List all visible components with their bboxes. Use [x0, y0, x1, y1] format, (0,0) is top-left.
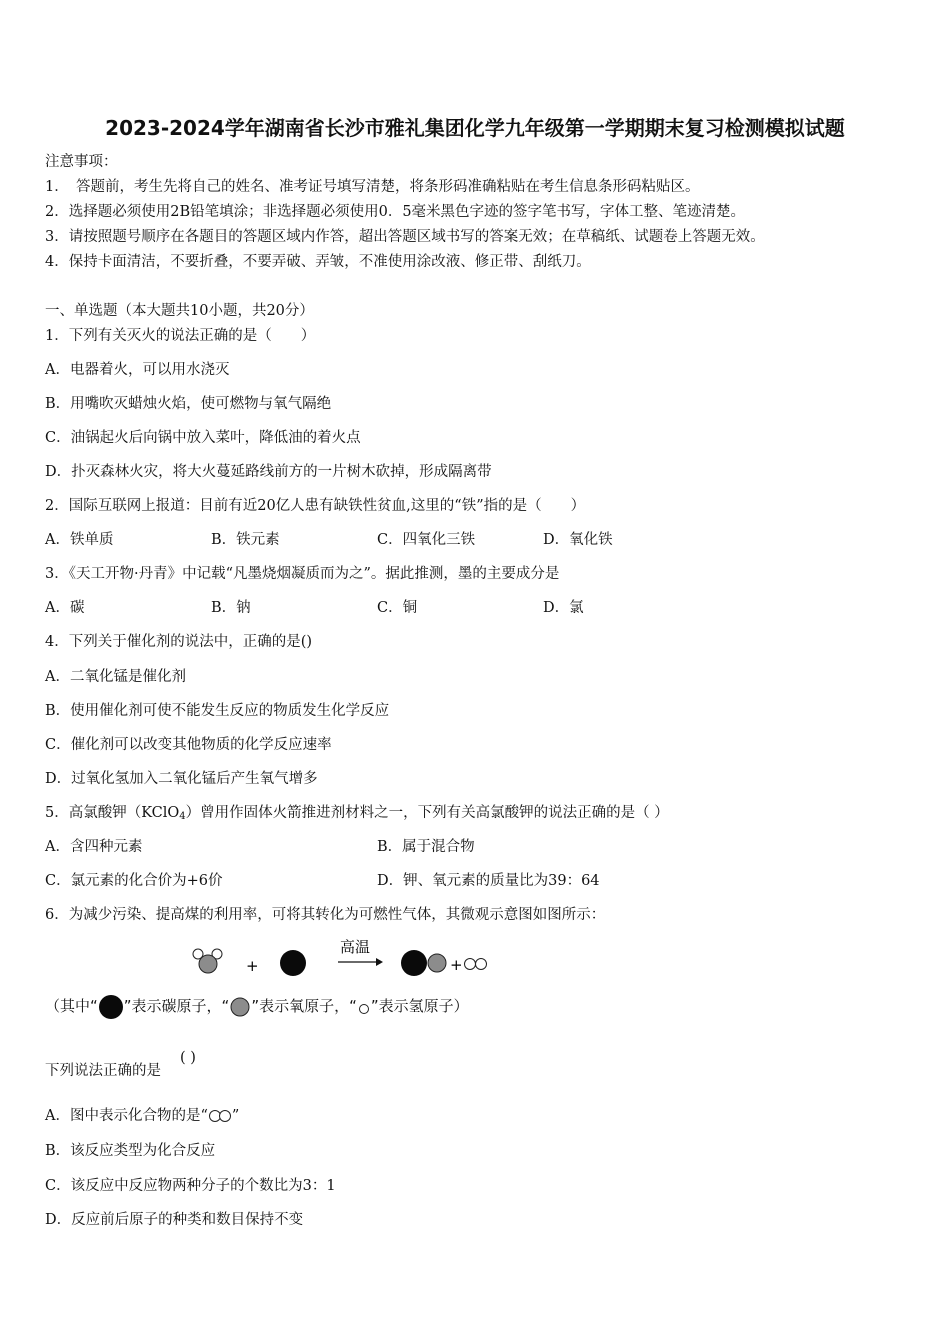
q1-option-d: D．扑灭森林火灾，将大火蔓延路线前方的一片树木砍掉，形成隔离带 — [45, 464, 492, 480]
co-molecule — [401, 950, 446, 976]
q5-option-a: A．含四种元素 — [45, 839, 143, 855]
q6-option-b: B．该反应类型为化合反应 — [45, 1143, 216, 1159]
q1-option-a: A．电器着火，可以用水浇灭 — [45, 362, 230, 378]
legend-part-a: （其中“ — [45, 997, 98, 1015]
q4-option-a: A．二氧化锰是催化剂 — [45, 669, 186, 685]
q2-option-d: D．氧化铁 — [543, 532, 613, 548]
section-heading: 一、单选题（本大题共10小题，共20分） — [45, 303, 314, 319]
q6-option-a-suffix: ” — [231, 1108, 240, 1124]
q2-option-b: B．铁元素 — [211, 532, 280, 548]
q3-option-c: C．铜 — [377, 600, 418, 616]
hydrogen-atom — [465, 959, 476, 970]
q5-option-d: D．钾、氧元素的质量比为39：64 — [377, 873, 600, 889]
q1-stem: 1．下列有关灭火的说法正确的是（ ） — [45, 328, 316, 344]
q2-option-c: C．四氧化三铁 — [377, 532, 476, 548]
q3-option-a: A．碳 — [45, 600, 85, 616]
carbon-atom-icon — [98, 994, 124, 1020]
hydrogen-atom-icon — [357, 1002, 371, 1016]
reaction-condition: 高温 — [340, 938, 371, 956]
q6-option-c: C．该反应中反应物两种分子的个数比为3：1 — [45, 1178, 336, 1194]
notice-item-3: 3．请按照题号顺序在各题目的答题区域内作答，超出答题区域书写的答案无效；在草稿纸、试题卷上答题无效。 — [45, 229, 765, 245]
q5-stem — [45, 803, 669, 827]
legend-carbon — [98, 997, 124, 1017]
q5-option-c: C．氯元素的化合价为+6价 — [45, 873, 223, 889]
q4-stem: 4．下列关于催化剂的说法中，正确的是() — [45, 634, 313, 650]
legend-part-d: ”表示氢原子） — [370, 997, 469, 1015]
q3-option-d: D．氯 — [543, 600, 584, 616]
reaction-diagram — [0, 930, 950, 990]
q5-option-b: B．属于混合物 — [377, 839, 475, 855]
q5-stem-subscript: 4 — [179, 811, 186, 822]
q6-option-a-prefix: A．图中表示化合物的是“ — [45, 1108, 208, 1124]
q3-stem: 3．《天工开物·丹青》中记载“凡墨烧烟凝质而为之”。据此推测，墨的主要成分是 — [45, 566, 560, 582]
reaction-arrowhead — [376, 958, 383, 966]
water-molecule — [193, 949, 222, 973]
q1-option-b: B．用嘴吹灭蜡烛火焰，使可燃物与氧气隔绝 — [45, 396, 332, 412]
page-title: 2023-2024学年湖南省长沙市雅礼集团化学九年级第一学期期末复习检测模拟试题 — [105, 116, 845, 140]
notice-item-2: 2．选择题必须使用2B铅笔填涂；非选择题必须使用0．5毫米黑色字迹的签字笔书写，字体工整、笔迹清楚。 — [45, 204, 746, 220]
legend-oxygen — [229, 997, 251, 1017]
legend-part-c: ”表示氧原子，“ — [251, 997, 357, 1015]
q6-prompt-paren: ( ) — [180, 1050, 196, 1066]
notice-heading: 注意事项： — [45, 154, 118, 170]
q4-option-d: D．过氧化氢加入二氧化锰后产生氧气增多 — [45, 771, 318, 787]
q2-option-a: A．铁单质 — [45, 532, 114, 548]
plus-sign: + — [246, 957, 259, 975]
q6-prompt: 下列说法正确的是 — [45, 1063, 161, 1079]
plus-sign: + — [450, 956, 463, 974]
q5-stem-part-a: 5．高氯酸钾（KClO — [45, 805, 180, 821]
q6-option-d: D．反应前后原子的种类和数目保持不变 — [45, 1212, 304, 1228]
notice-item-4: 4．保持卡面清洁，不要折叠，不要弄破、弄皱，不准使用涂改液、修正带、刮纸刀。 — [45, 254, 591, 270]
legend-hydrogen — [357, 997, 371, 1017]
oxygen-atom — [428, 954, 446, 972]
carbon-atom — [280, 950, 306, 976]
hydrogen-atom — [476, 959, 487, 970]
oxygen-atom — [199, 955, 217, 973]
q6-option-a — [45, 1106, 239, 1126]
legend-part-b: ”表示碳原子，“ — [123, 997, 230, 1015]
q4-option-c: C．催化剂可以改变其他物质的化学反应速率 — [45, 737, 332, 753]
oxygen-atom-icon — [229, 996, 251, 1018]
q3-option-b: B．钠 — [211, 600, 251, 616]
h2-molecule — [465, 959, 487, 970]
carbon-atom — [401, 950, 427, 976]
diagram-legend — [45, 996, 469, 1017]
q6-stem: 6．为减少污染、提高煤的利用率，可将其转化为可燃性气体，其微观示意图如图所示： — [45, 907, 606, 923]
notice-item-1: 1． 答题前，考生先将自己的姓名、准考证号填写清楚，将条形码准确粘贴在考生信息条形码粘贴区。 — [45, 179, 700, 195]
h2-molecule-icon — [208, 1109, 232, 1123]
q5-stem-part-b: ）曾用作固体火箭推进剂材料之一，下列有关高氯酸钾的说法正确的是（ ） — [185, 805, 669, 821]
q1-option-c: C．油锅起火后向锅中放入菜叶，降低油的着火点 — [45, 430, 361, 446]
h2-molecule-symbol — [208, 1109, 232, 1123]
q4-option-b: B．使用催化剂可使不能发生反应的物质发生化学反应 — [45, 703, 390, 719]
q2-stem: 2．国际互联网上报道：目前有近20亿人患有缺铁性贫血,这里的“铁”指的是（ ） — [45, 498, 586, 514]
